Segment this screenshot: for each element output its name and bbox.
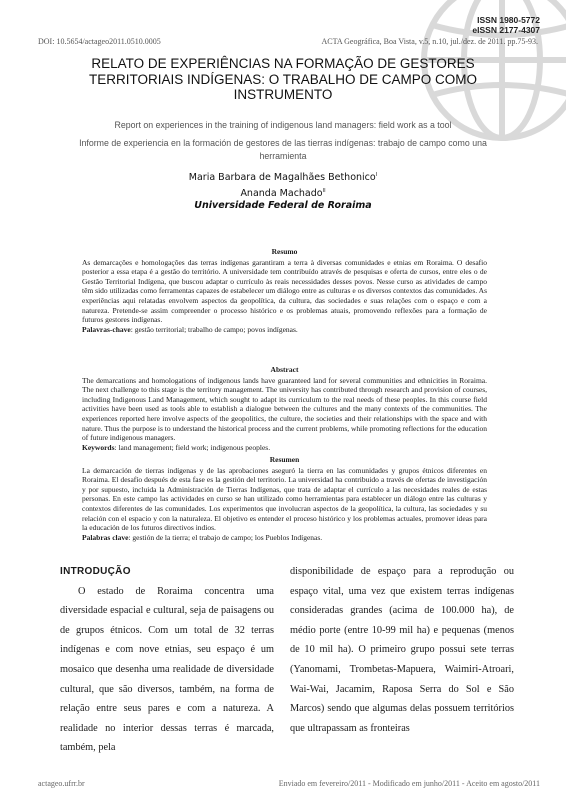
- body-column-left: [60, 562, 274, 758]
- keywords-en-label: Keywords: [82, 442, 115, 452]
- author-1: [60, 169, 506, 185]
- abstract-en-text: The demarcations and homologations of indigenous lands have guaranteed land for several communities and ethnicities in Roraima. The next challenge to this stage is the territory management. The university has contributed through research and provision of courses, including Indigenous Land Management, which sought to adapt its curriculum to the real needs of these peoples. In this course field activities have been used as tools able to establish a dialogue between the cultures and the many contexts of the communities. The experiences reported here involve aspects of the geopolitics, the culture, the societies and their relationships with the space and with nature. Thus the purpose is to understand the historical process and the current problems, while promoting reflections for the education of future indigenous managers.: [82, 375, 487, 443]
- author-2-footnote-mark[interactable]: II: [322, 187, 326, 194]
- journal-reference: ACTA Geográfica, Boa Vista, v.5, n.10, jul./dez. de 2011. pp.75-93.: [321, 37, 538, 46]
- subtitle-spanish: Informe de experiencia en la formación de gestores de las tierras indígenas: trabajo de campo como una herramienta: [79, 138, 487, 161]
- author-1-name: Maria Barbara de Magalhães Bethonico: [188, 172, 376, 184]
- abstract-en-heading: Abstract: [270, 365, 299, 374]
- abstract-es-heading: Resumen: [269, 455, 300, 464]
- doi-link[interactable]: DOI: 10.5654/actageo2011.0510.0005: [38, 37, 161, 46]
- body-column-right: [290, 562, 514, 738]
- abstract-pt-keywords: [82, 325, 487, 335]
- body-paragraph-left: O estado de Roraima concentra uma diversidade espacial e cultural, seja de paisagens ou de grupos étnicos. Com um total de 32 terras indígenas e com nove etnias, seu espaço é um mosaico que desenha uma realidade de diversidade cultural, que são diversos, também, na forma de relação entre seus pares e com a natureza. A realidade no interior dessas terras é marcada, também, pela: [60, 585, 274, 754]
- abstract-english: [82, 365, 487, 452]
- abstract-en-keywords: [82, 443, 487, 453]
- subtitle-english: Report on experiences in the training of indigenous land managers: field work as a tool: [114, 120, 452, 130]
- author-2-name: Ananda Machado: [240, 187, 323, 199]
- keywords-es-label: Palabras clave: [82, 532, 129, 542]
- author-1-footnote-mark[interactable]: I: [375, 172, 378, 178]
- footer-site-link[interactable]: actageo.ufrr.br: [38, 779, 85, 788]
- eissn: eISSN 2177-4307: [472, 25, 540, 35]
- section-heading-introducao: INTRODUÇÃO: [60, 566, 131, 577]
- keywords-en-list: : land management; field work; indigenous peoples.: [114, 442, 271, 452]
- title-line-3: INSTRUMENTO: [233, 87, 333, 102]
- abstract-pt-text: As demarcações e homologações das terras indígenas garantiram a terra à diversas comunidades e etnias em Roraima. O desafio posterior a essa etapa é a gestão do território. A universidade tem contribuído através de pesquisas e oferta de cursos, entre eles o de Gestão Territorial Indígena, que buscou adaptar o currículo às reais necessidades desses povos. Nesse curso as atividades de campo têm sido utilizadas como ferramentas capazes de estabelecer um diálogo entre as culturas e os diversos contextos das comunidades. As experiências aqui relatadas envolvem aspectos da geopolítica, da cultura, das sociedades e suas relações com o espaço e com a natureza. Pretende-se assim compreender o processo histórico e os problemas atuais, promovendo reflexões para a formação de futuros gestores indígenas.: [82, 257, 487, 325]
- abstract-es-text: La demarcación de tierras indígenas y de las aprobaciones aseguró la tierra en las comunidades y grupos étnicos diferentes en Roraima. El desafío después de esta fase es la gestión del territorio. La universidad ha contribuido a través de ofertas de investigación y por supuesto, incluida la Administración de Tierras Indígenas, que trata de adaptar el currículo a las necesidades reales de estas personas. En este campo las actividades en curso se han utilizado como herramientas para establecer un diálogo entre las culturas y contextos diferentes de las comunidades. Los experimentos que involucran aspectos de la geopolítica, la cultura, las sociedades y su relación con el espacio y con la naturaleza. El objetivo es entender el proceso histórico y los problemas actuales, promover ideas para la educación de los futuros directivos indios.: [82, 465, 487, 533]
- keywords-es-list: : gestión de la tierra; el trabajo de campo; los Pueblos Indígenas.: [128, 532, 323, 542]
- author-2: [60, 185, 506, 201]
- footer-dates: Enviado em fevereiro/2011 - Modificado em junho/2011 - Aceito em agosto/2011: [278, 779, 540, 788]
- issn-block: [472, 15, 540, 35]
- abstract-pt-heading: Resumo: [271, 247, 298, 256]
- title-line-1: RELATO DE EXPERIÊNCIAS NA FORMAÇÃO DE GESTORES: [91, 56, 475, 71]
- abstract-portuguese: [82, 247, 487, 334]
- title-line-2: TERRITORIAIS INDÍGENAS: O TRABALHO DE CAMPO COMO: [88, 71, 478, 87]
- body-paragraph-right: disponibilidade de espaço para a reprodução ou espaço vital, uma vez que existem terras indígenas consideradas grandes (acima de 100.000 ha), de médio porte (entre 10-99 mil ha) e pequenas (menos de 10 mil ha). O primeiro grupo possui sete terras (Yanomami, Trombetas-Mapuera, Waimiri-Atroari, Wai-Wai, Jacamim, Raposa Serra do Sol e São Marcos) sendo que algumas delas possuem territórios que ultrapassam as fronteiras: [290, 566, 514, 734]
- abstract-spanish: [82, 455, 487, 542]
- authors-block: [60, 169, 506, 213]
- issn: ISSN 1980-5772: [477, 15, 540, 25]
- keywords-pt-list: : gestão territorial; trabalho de campo; povos indígenas.: [130, 324, 298, 334]
- university: Universidade Federal de Roraima: [194, 200, 372, 212]
- paper-title: [50, 56, 516, 103]
- keywords-pt-label: Palavras-chave: [82, 324, 131, 334]
- abstract-es-keywords: [82, 533, 487, 543]
